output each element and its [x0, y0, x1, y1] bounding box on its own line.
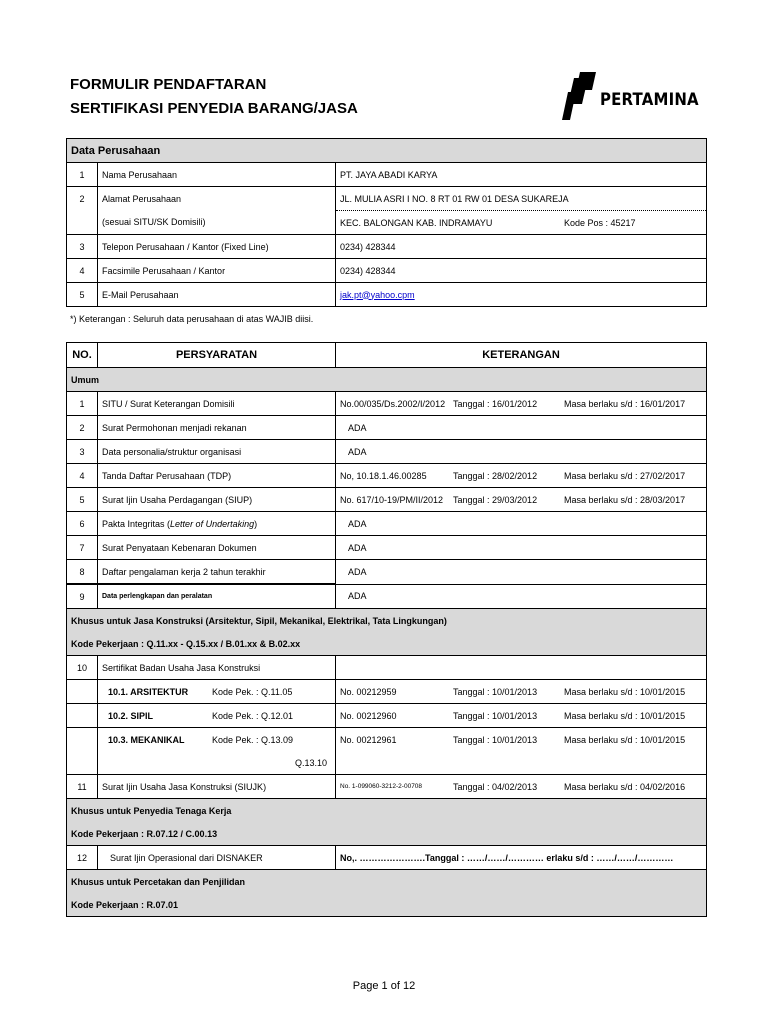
percetakan-code: Kode Pekerjaan : R.07.01: [67, 893, 707, 917]
company-table: [66, 138, 707, 307]
table-row: 5 E-Mail Perusahaan jak.pt@yahoo.cpm: [67, 283, 707, 307]
tenaga-section: Khusus untuk Penyedia Tenaga Kerja: [67, 799, 707, 823]
table-row: 10.3. MEKANIKAL Kode Pek. : Q.13.09 No. 00212961 Tanggal : 10/01/2013 Masa berlaku s/d : 10/01/2015: [67, 728, 707, 752]
col-no-header: NO.: [67, 343, 98, 368]
form-title-line1: FORMULIR PENDAFTARAN: [70, 76, 267, 93]
postal-code: Kode Pos : 45217: [564, 217, 636, 228]
konstruksi-section: Khusus untuk Jasa Konstruksi (Arsitektur, Sipil, Mekanikal, Elektrikal, Tata Lingkungan): [67, 609, 707, 633]
table-row: 3 Telepon Perusahaan / Kantor (Fixed Line) 0234) 428344: [67, 235, 707, 259]
phone-value: 0234) 428344: [336, 235, 707, 259]
company-name-value: PT. JAYA ABADI KARYA: [336, 163, 707, 187]
percetakan-section: Khusus untuk Percetakan dan Penjilidan: [67, 870, 707, 894]
table-row: 12 Surat Ijin Operasional dari DISNAKER No,. ………………….Tanggal : ……/……/………… erlaku s/d : ……/……/…………: [67, 846, 707, 870]
table-row: 11 Surat Ijin Usaha Jasa Konstruksi (SIUJK) No. 1-099060-3212-2-00708 Tanggal : 04/02/2013 Masa berlaku s/d : 04/02/2016: [67, 775, 707, 799]
address-line2: KEC. BALONGAN KAB. INDRAMAYU: [340, 217, 493, 228]
table-row: (sesuai SITU/SK Domisili) KEC. BALONGAN KAB. INDRAMAYU Kode Pos : 45217: [67, 211, 707, 235]
table-row: 3 Data personalia/struktur organisasi ADA: [67, 440, 707, 464]
table-row: 5 Surat Ijin Usaha Perdagangan (SIUP) No. 617/10-19/PM/II/2012 Tanggal : 29/03/2012 Masa berlaku s/d : 28/03/2017: [67, 488, 707, 512]
company-section-title: Data Perusahaan: [67, 139, 707, 163]
address-line1: JL. MULIA ASRI I NO. 8 RT 01 RW 01 DESA SUKAREJA: [336, 187, 707, 211]
table-row: 7 Surat Penyataan Kebenaran Dokumen ADA: [67, 536, 707, 560]
table-row: 2 Alamat Perusahaan JL. MULIA ASRI I NO. 8 RT 01 RW 01 DESA SUKAREJA: [67, 187, 707, 211]
company-note: *) Keterangan : Seluruh data perusahaan di atas WAJIB diisi.: [70, 314, 314, 324]
table-row: 1 Nama Perusahaan PT. JAYA ABADI KARYA: [67, 163, 707, 187]
requirements-table: [66, 342, 707, 917]
page-number: Page 1 of 12: [352, 980, 416, 992]
tenaga-code: Kode Pekerjaan : R.07.12 / C.00.13: [67, 822, 707, 846]
table-row: 1 SITU / Surat Keterangan Domisili No.00/035/Ds.2002/I/2012 Tanggal : 16/01/2012 Masa berlaku s/d : 16/01/2017: [67, 392, 707, 416]
table-row: 6 Pakta Integritas (Letter of Undertaking) ADA: [67, 512, 707, 536]
table-row: Q.13.10: [67, 751, 707, 775]
table-row: 10.1. ARSITEKTUR Kode Pek. : Q.11.05 No. 00212959 Tanggal : 10/01/2013 Masa berlaku s/d : 10/01/2015: [67, 680, 707, 704]
form-title-line2: SERTIFIKASI PENYEDIA BARANG/JASA: [70, 100, 358, 117]
table-row: 4 Facsimile Perusahaan / Kantor 0234) 428344: [67, 259, 707, 283]
email-link[interactable]: jak.pt@yahoo.cpm: [340, 289, 415, 300]
table-row: 10 Sertifikat Badan Usaha Jasa Konstruksi: [67, 656, 707, 680]
table-row: 8 Daftar pengalaman kerja 2 tahun terakhir ADA: [67, 560, 707, 585]
fax-value: 0234) 428344: [336, 259, 707, 283]
table-row: 2 Surat Permohonan menjadi rekanan ADA: [67, 416, 707, 440]
umum-section: Umum: [67, 368, 707, 392]
table-row: 4 Tanda Daftar Perusahaan (TDP) No, 10.18.1.46.00285 Tanggal : 28/02/2012 Masa berlaku s/d : 27/02/2017: [67, 464, 707, 488]
konstruksi-code: Kode Pekerjaan : Q.11.xx - Q.15.xx / B.01.xx & B.02.xx: [67, 632, 707, 656]
table-row: 10.2. SIPIL Kode Pek. : Q.12.01 No. 00212960 Tanggal : 10/01/2013 Masa berlaku s/d : 10/01/2015: [67, 704, 707, 728]
col-requirement-header: PERSYARATAN: [98, 343, 336, 368]
col-info-header: KETERANGAN: [336, 343, 707, 368]
logo-text: PERTAMINA: [600, 90, 699, 110]
table-row: 9 Data perlengkapan dan peralatan ADA: [67, 584, 707, 609]
